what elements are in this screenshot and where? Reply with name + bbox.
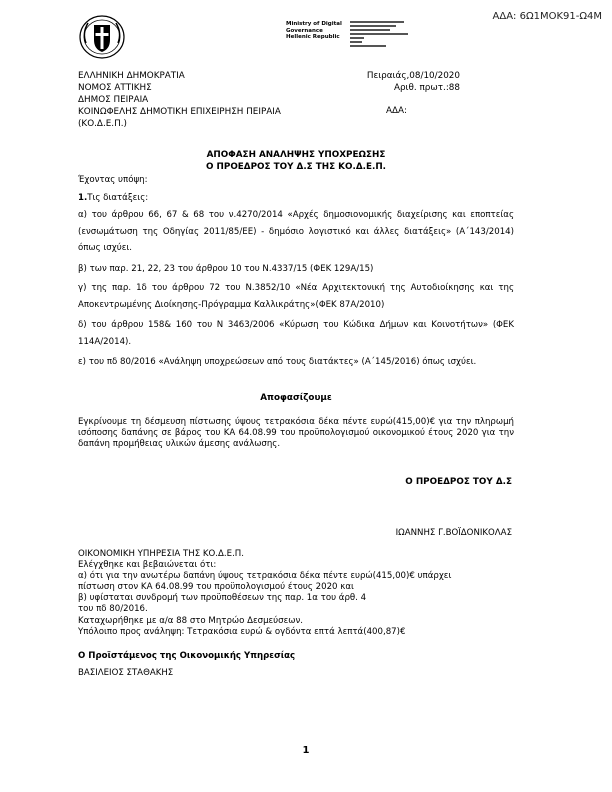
president-name: ΙΩΑΝΝΗΣ Γ.ΒΟΪΔΟΝΙΚΟΛΑΣ — [395, 528, 512, 538]
provision-b: β) των παρ. 21, 22, 23 του άρθρου 10 του Ν.4337/15 (ΦΕΚ 129Α/15) — [78, 264, 374, 274]
ada-code: ΑΔΑ: 6Ω1ΜΟΚ91-Ω4Μ — [492, 11, 602, 22]
finance-check: ΟΙΚΟΝΟΜΙΚΗ ΥΠΗΡΕΣΙΑ ΤΗΣ ΚΟ.Δ.Ε.Π. Ελέγχθηκε και βεβαιώνεται ότι: α) ότι για την ανωτέρω δαπάνη ύψους τετρακόσια δέκα πέντε ευρώ(415,00)€ υπάρχει πίστωση στον ΚΑ 64.08.99 του προϋπολογισμού έτους 2020 και β) υφίσταται συνδρομή των προϋποθέσεων της παρ. 1α του άρθ. 4 του πδ 80/2016. Καταχωρήθηκε με α/α 88 στο Μητρώο Δεσμεύσεων. Υπόλοιπο προς ανάληψη: Τετρακόσια ευρώ & ογδόντα επτά λεπτά(400,87)€ — [78, 549, 514, 638]
intro-text: Έχοντας υπόψη: — [78, 175, 148, 185]
protocol-number: Αριθ. πρωτ.:88 — [393, 83, 460, 93]
president-title: Ο ΠΡΟΕΔΡΟΣ ΤΟΥ Δ.Σ — [405, 477, 512, 487]
signature-issuer: Ministry of Digital Governance Hellenic Republic — [286, 21, 342, 41]
digital-signature-details — [350, 21, 412, 55]
place-date: Πειραιάς,08/10/2020 — [366, 71, 460, 81]
provision-a: α) του άρθρου 66, 67 & 68 του ν.4270/2014 «Αρχές δημοσιονομικής διαχείρισης και εποπτείας (ενσωμάτωση της Οδηγίας 2011/85/ΕΕ) - δημόσιο λογιστικό και άλλες διατάξεις» (Α΄143/2014) όπως ισχύει. — [78, 210, 514, 253]
greek-emblem-icon — [78, 13, 126, 61]
issuer-header: ΕΛΛΗΝΙΚΗ ΔΗΜΟΚΡΑΤΙΑ ΝΟΜΟΣ ΑΤΤΙΚΗΣ ΔΗΜΟΣ ΠΕΙΡΑΙΑ ΚΟΙΝΩΦΕΛΗΣ ΔΗΜΟΤΙΚΗ ΕΠΙΧΕΙΡΗΣΗ ΠΕΙΡΑΙΑ (ΚΟ.Δ.Ε.Π.) — [78, 71, 281, 129]
finance-head-name: ΒΑΣΙΛΕΙΟΣ ΣΤΑΘΑΚΗΣ — [78, 668, 174, 678]
provision-d: δ) του άρθρου 158& 160 του Ν 3463/2006 «Κύρωση του Κώδικα Δήμων και Κοινοτήτων» (ΦΕΚ 114Α/2014). — [78, 320, 514, 347]
finance-head-title: Ο Προϊστάμενος της Οικονομικής Υπηρεσίας — [78, 651, 296, 661]
registered-line: Καταχωρήθηκε με α/α 88 στο Μητρώο Δεσμεύσεων. — [78, 616, 303, 626]
decide-heading: Αποφασίζουμε — [260, 393, 332, 403]
date-protocol — [340, 70, 460, 94]
ada-label: ΑΔΑ: — [386, 106, 408, 116]
remaining-line: Υπόλοιπο προς ανάληψη: Τετρακόσια ευρώ & ογδόντα επτά λεπτά(400,87)€ — [78, 627, 406, 637]
provision-e: ε) του πδ 80/2016 «Ανάληψη υποχρεώσεων από τους διατάκτες» (Α΄145/2016) όπως ισχύει. — [78, 357, 477, 367]
decision-text: Εγκρίνουμε τη δέσμευση πίστωσης ύψους τετρακόσια δέκα πέντε ευρώ(415,00)€ για την πληρωμή ισόποσης δαπάνης σε βάρος του ΚΑ 64.08.99 του προϋπολογισμού οικονομικού έτους 2020 για την δαπάνη προμήθειας υλικών άμεσης ανάλωσης. — [78, 417, 514, 449]
page-number: 1 — [302, 745, 310, 756]
document-title: ΑΠΟΦΑΣΗ ΑΝΑΛΗΨΗΣ ΥΠΟΧΡΕΩΣΗΣ Ο ΠΡΟΕΔΡΟΣ ΤΟΥ Δ.Σ ΤΗΣ ΚΟ.Δ.Ε.Π. — [205, 150, 387, 172]
provision-c: γ) της παρ. 1δ του άρθρου 72 του Ν.3852/10 «Νέα Αρχιτεκτονική της Αυτοδιοίκησης και της Αποκεντρωμένης Διοίκησης-Πρόγραμμα Καλλικράτης»(ΦΕΚ 87Α/2010) — [78, 283, 514, 310]
provisions-heading: 1.Τις διατάξεις: — [78, 193, 149, 203]
